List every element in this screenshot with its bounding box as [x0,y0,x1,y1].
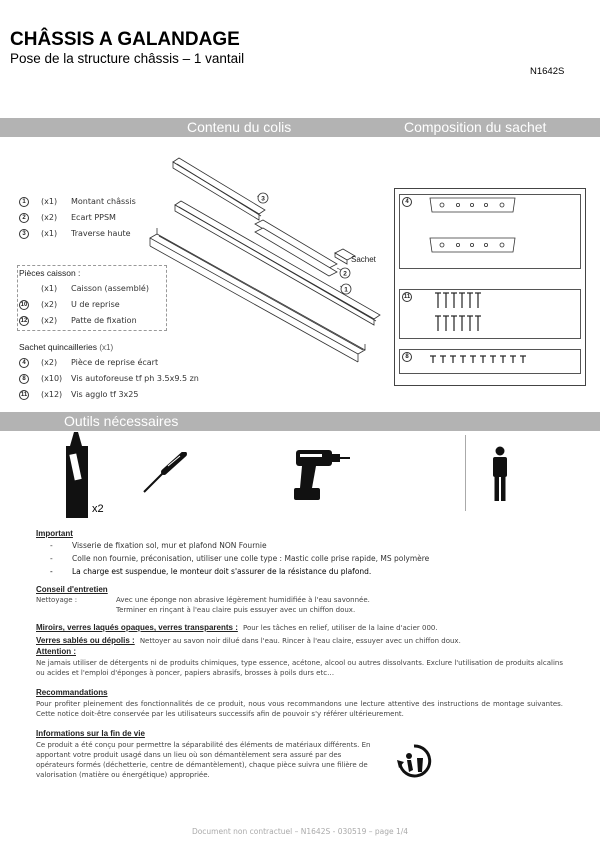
miroirs-text: Pour les tâches en relief, utiliser de la laine d'acier 000. [242,624,438,632]
important-item-text: La charge est suspendue, le monteur doit s'assurer de la résistance du plafond. [72,567,372,576]
list-item [19,226,136,242]
part-label: Traverse haute [71,229,131,238]
important-item-text: Visserie de fixation sol, mur et plafond NON Fournie [72,541,267,550]
cartridge-quantity: x2 [92,503,104,515]
part-quantity: (x1) [41,197,58,206]
callout-3 [257,193,268,203]
fin-de-vie-title: Informations sur la fin de vie [36,729,145,738]
composition-badge-11: 11 [403,294,411,300]
list-item: - Colle non fournie, préconisation, utiliser une colle type : Mastic colle prise rapide, MS polymère [50,554,430,563]
vis-autoforeuse-drawing [430,356,526,363]
part-quantity: (x1) [41,229,58,238]
important-title: Important [36,529,73,538]
parts-exploded-illustration [145,150,385,375]
attention-text: Ne jamais utiliser de détergents ni de produits chimiques, type essence, acétone, alcool ou autres dissolvants. Exclure l'utilisation de produits alcalins ou acides et l'emploi d'éponges à poncer, papiers abrasifs, brosses à poils durs etc… [36,659,563,677]
list-item [19,194,136,210]
person-icon [490,446,510,502]
part-number-badge: 10 [20,302,28,308]
cordless-drill-icon [290,446,352,502]
tools-band-title: Outils nécessaires [64,413,179,429]
sachet-title [19,342,113,352]
contents-band-title: Contenu du colis [187,119,292,135]
part-quantity: (x2) [41,213,58,222]
part-number-badge: 1 [19,197,29,207]
composition-parts-drawing [420,194,530,374]
list-item [19,387,199,403]
sables-label: Verres sablés ou dépolis : [36,636,135,645]
list-item: - Visserie de fixation sol, mur et plafond NON Fournie [50,541,267,550]
tools-divider [465,435,466,511]
sachet-title-qty: (x1) [99,343,114,352]
part-label: Patte de fixation [71,316,137,325]
sables-line [36,628,461,647]
list-item [19,297,149,313]
entretien-title: Conseil d'entretien [36,585,108,594]
callout-1-label: 1 [344,286,348,294]
fin-de-vie-text: Ce produit a été conçu pour permettre la séparabilité des éléments de matériaux différents. En apportant votre produit usagé dans un lieu où son démantèlement sera assuré par des opérateurs formés (déchetterie, centre de démantèlement), chaque pièce suivra une filière de valorisation (matière ou énergétique) appropriée. [36,741,371,779]
part-number-badge: 12 [20,318,28,324]
part-number-badge: 2 [19,213,29,223]
part-label: Montant châssis [71,197,136,206]
vis-agglo-drawing [435,293,481,331]
part-label: U de reprise [71,300,120,309]
attention-title: Attention : [36,647,76,656]
part-number-badge: 4 [19,358,29,368]
part-quantity: (x2) [41,300,58,309]
sachet-label: Sachet [351,255,376,264]
list-item [19,313,149,329]
part-quantity: (x12) [41,390,63,399]
list-item: - La charge est suspendue, le monteur doit s'assurer de la résistance du plafond. [50,567,372,576]
part-label: Caisson (assemblé) [71,284,149,293]
part-label: Vis agglo tf 3x25 [71,390,139,399]
part-quantity: (x2) [41,358,58,367]
part-quantity: (x10) [41,374,63,383]
product-reference: N1642S [530,66,565,77]
miroirs-label: Miroirs, verres laqués opaques, verres transparents : [36,623,238,632]
recommandations-text: Pour profiter pleinement des fonctionnalités de ce produit, nous vous recommandons une lecture attentive des instructions de montage suivantes. Cette notice doit-être conservée par les utilisateurs successifs afin de pouvoir s'y référer ultérieurement. [36,700,563,718]
caisson-title: Pièces caisson : [19,268,81,278]
part-label: Ecart PPSM [71,213,116,222]
page-footer: Document non contractuel – N1642S - 030519 – page 1/4 [191,827,409,836]
important-list [50,539,429,578]
recommandations-title: Recommandations [36,688,108,697]
composition-band-title: Composition du sachet [404,119,547,135]
callout-1 [340,284,351,294]
document-subtitle: Pose de la structure châssis – 1 vantail [10,51,245,66]
part-quantity: (x2) [41,316,58,325]
part-label: Vis autoforeuse tf ph 3.5x9.5 zn [71,374,199,383]
callout-3-label: 3 [261,195,265,203]
reprise-plate-drawing [430,198,515,252]
list-item [19,210,136,226]
sables-text: Nettoyer au savon noir dilué dans l'eau. Rincer à l'eau claire, essuyer avec un chiffon doux. [139,637,461,645]
part-quantity: (x1) [41,284,58,293]
part-number-badge: 11 [20,392,28,398]
part-label: Pièce de reprise écart [71,358,159,367]
important-item-text: Colle non fournie, préconisation, utiliser une colle type : Mastic colle prise rapide, MS polymère [72,554,430,563]
composition-badge-8: 8 [402,352,412,362]
nettoyage-label: Nettoyage : [36,596,78,604]
callout-2-label: 2 [343,270,347,278]
composition-badge-4: 4 [402,197,412,207]
document-title: CHÂSSIS A GALANDAGE [10,29,240,50]
sachet-title-text: Sachet quincailleries [19,342,97,352]
nettoyage-line-2: Terminer en rinçant à l'eau claire puis essuyer avec un chiffon doux. [116,606,356,614]
caisson-list [19,281,149,329]
list-item [19,281,149,297]
parts-list [19,194,136,242]
callout-2 [337,268,350,278]
nettoyage-line-1: Avec une éponge non abrasive légèrement humidifiée à l'eau savonnée. [116,596,370,604]
part-number-badge: 3 [19,229,29,239]
triman-recycling-icon [395,742,433,780]
screwdriver-icon [140,452,190,496]
part-number-badge: 8 [19,374,29,384]
